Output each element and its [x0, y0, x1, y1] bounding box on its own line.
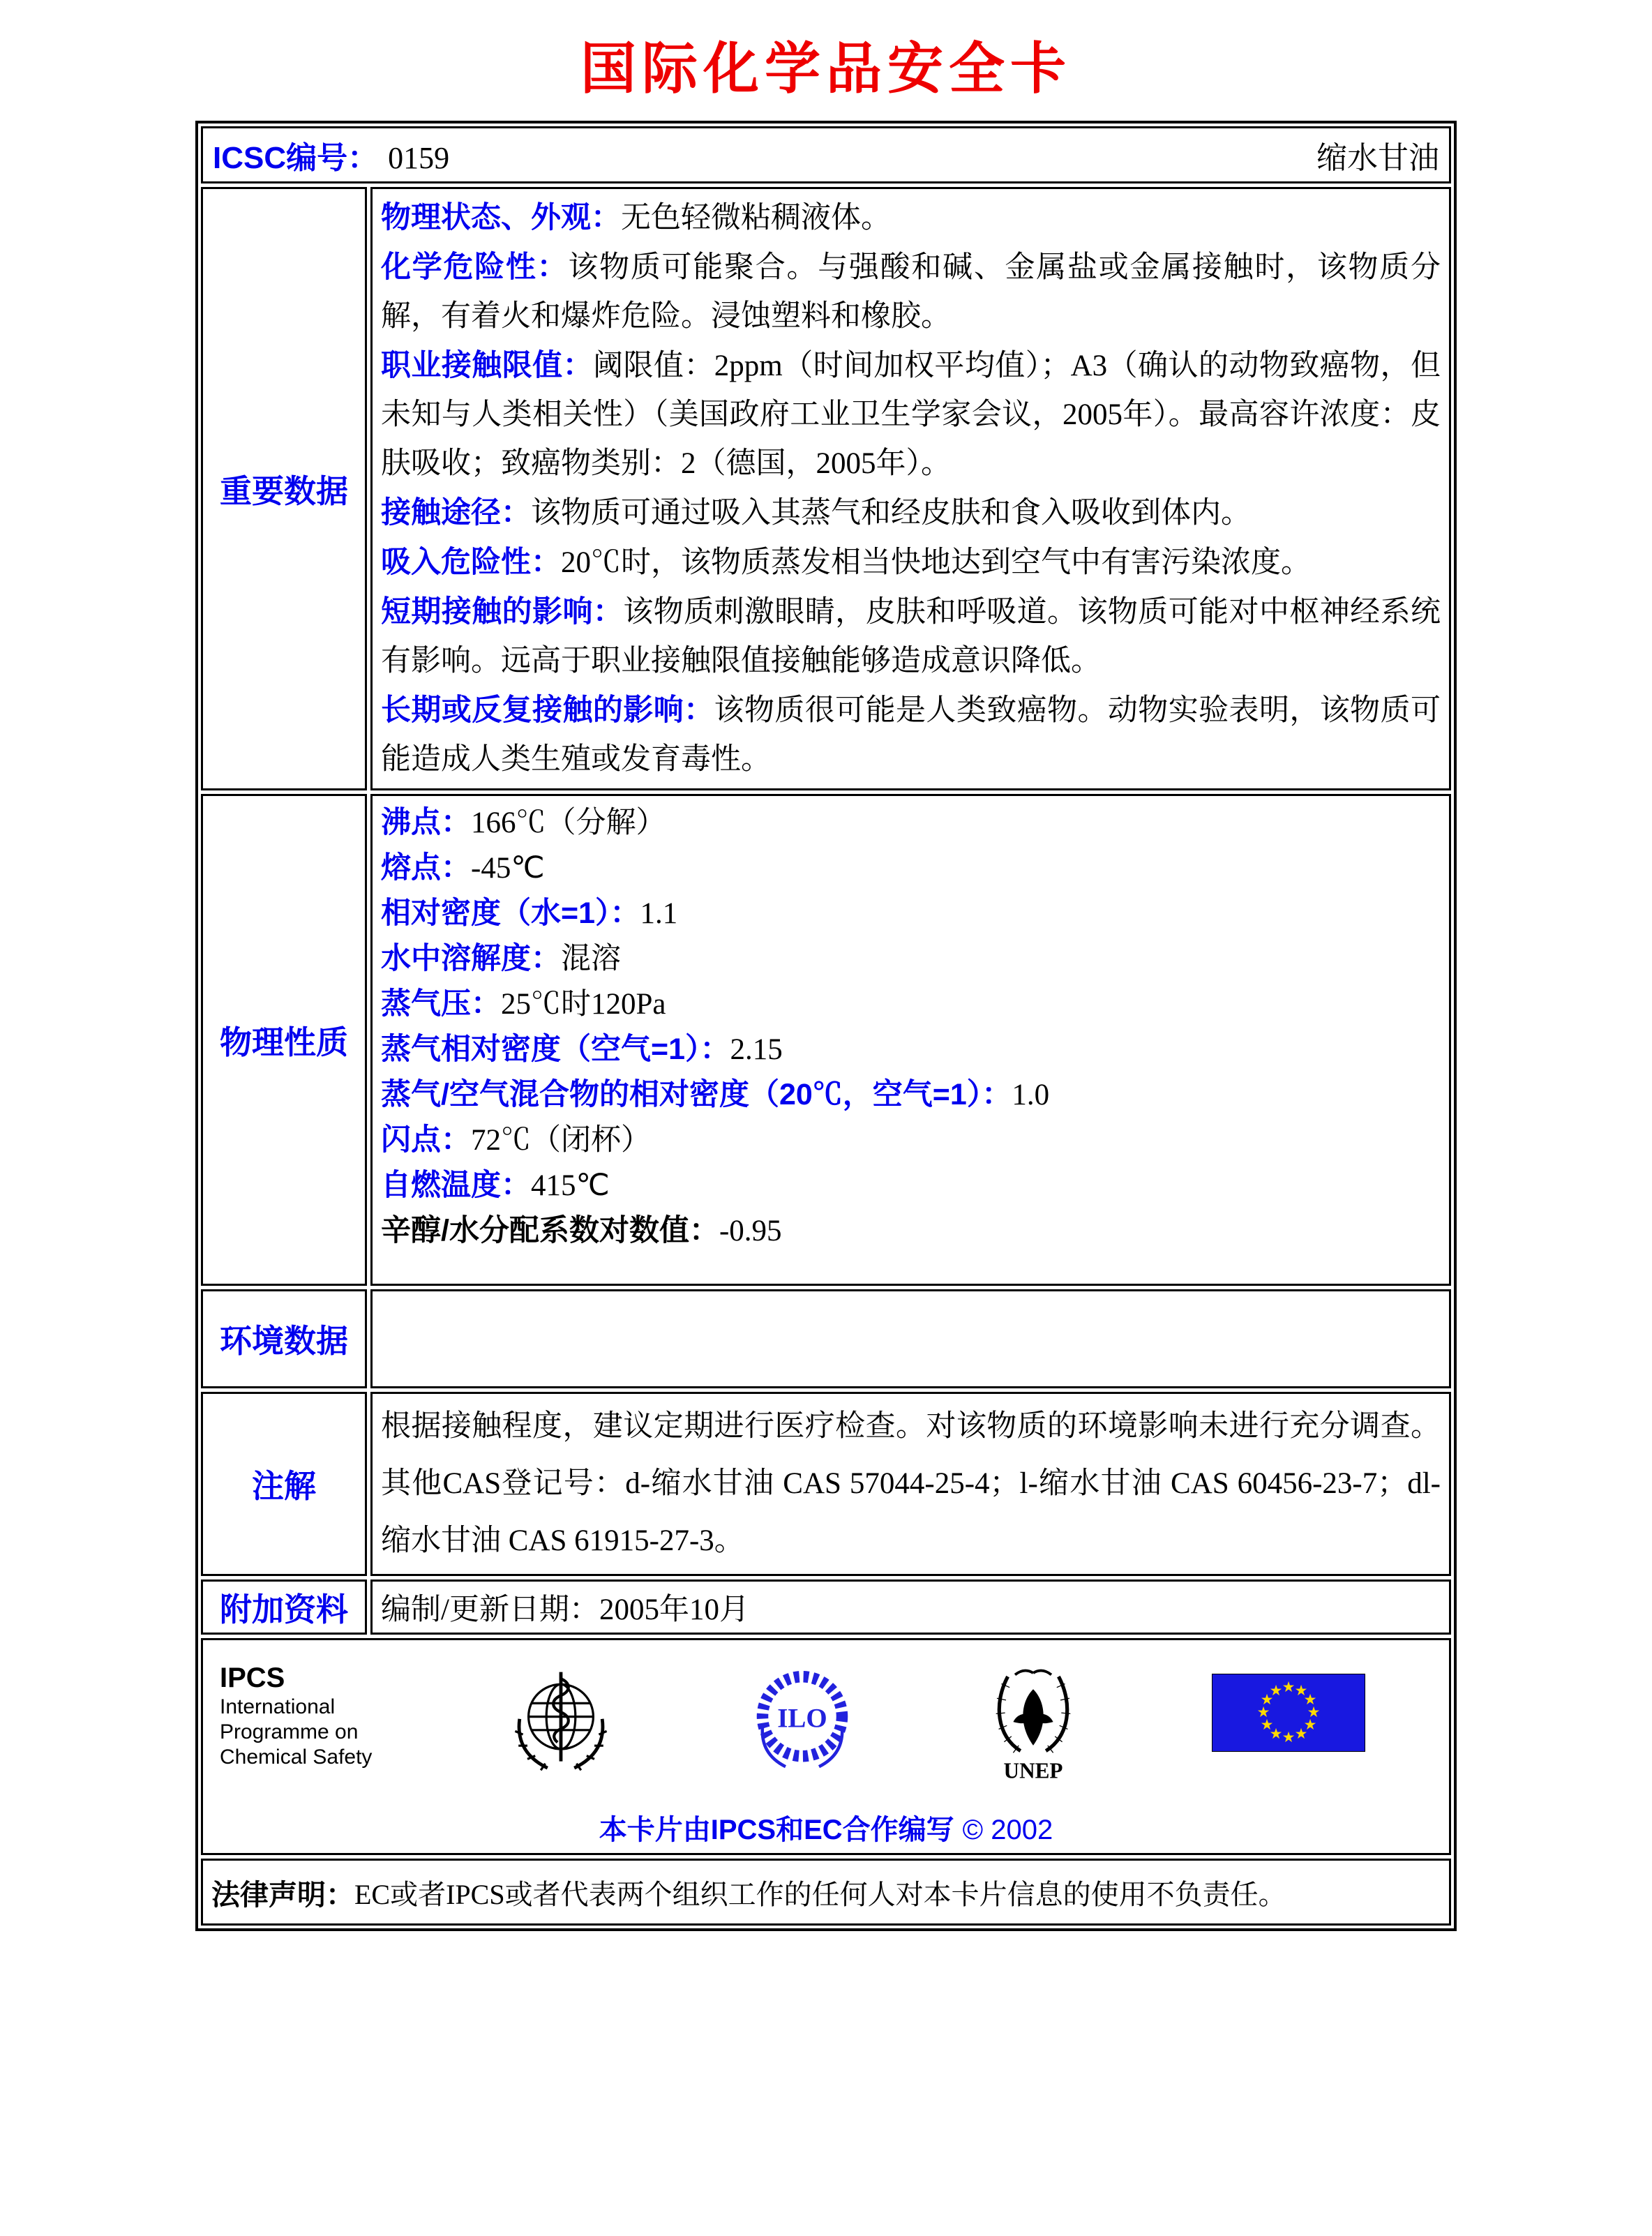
item-label: 自燃温度：: [381, 1169, 531, 1202]
item-text: 1.1: [640, 897, 678, 930]
notes-text: 根据接触程度，建议定期进行医疗检查。对该物质的环境影响未进行充分调查。其他CAS登记号：d-缩水甘油 CAS 57044-25-4；l-缩水甘油 CAS 60456-23-7；dl-缩水甘油 CAS 61915-27-3。: [381, 1410, 1441, 1557]
important-data-item: [381, 538, 1441, 587]
unep-logo-text: UNEP: [1003, 1758, 1063, 1783]
header-row: [201, 126, 1451, 183]
item-label: 蒸气相对密度（空气=1）：: [381, 1033, 730, 1066]
important-data-content: [370, 187, 1451, 790]
item-label: 吸入危险性：: [381, 546, 561, 579]
notes-content: [370, 1392, 1451, 1576]
important-data-item: [381, 243, 1441, 341]
physical-property-item: [381, 1118, 1441, 1163]
physical-property-item: [381, 936, 1441, 982]
item-label: 熔点：: [381, 851, 471, 885]
physical-property-item: [381, 1072, 1441, 1118]
item-text: 25℃时120Pa: [501, 988, 666, 1021]
item-label: 职业接触限值：: [381, 349, 594, 382]
item-text: 混溶: [561, 943, 621, 975]
item-text: 该物质可通过吸入其蒸气和经皮肤和食入吸收到体内。: [531, 497, 1251, 530]
item-label: 沸点：: [381, 806, 471, 839]
item-text: 该物质刺激眼睛，皮肤和呼吸道。该物质可能对中枢神经系统有影响。远高于职业接触限值接触能够造成意识降低。: [381, 596, 1441, 677]
ilo-logo-icon: [750, 1665, 855, 1777]
physical-property-item: [381, 1027, 1441, 1072]
svg-text:★: ★: [1303, 1691, 1317, 1708]
svg-text:★: ★: [1282, 1679, 1296, 1695]
item-label: 蒸气压：: [381, 987, 501, 1021]
svg-text:★: ★: [1269, 1725, 1283, 1742]
item-text: 2.15: [730, 1033, 783, 1066]
logo-strip: [203, 1647, 1449, 1784]
item-label: 蒸气/空气混合物的相对密度（20℃，空气=1）：: [381, 1078, 1012, 1111]
item-label: 闪点：: [381, 1123, 471, 1157]
copyright-text: © 2002: [962, 1815, 1053, 1845]
icsc-card: [195, 121, 1457, 1931]
important-data-item: [381, 686, 1441, 784]
item-text: 阈限值：2ppm（时间加权平均值）；A3（确认的动物致癌物，但未知与人类相关性）（美国政府工业卫生学家会议，2005年）。最高容许浓度：皮肤吸收；致癌物类别：2（德国，2005年）。: [381, 350, 1441, 480]
legal-label: 法律声明：: [211, 1878, 354, 1911]
header-cell: [201, 126, 1451, 183]
item-label: 长期或反复接触的影响：: [381, 693, 714, 727]
ilo-logo-text: ILO: [777, 1703, 827, 1734]
physical-property-item: [381, 1208, 1441, 1254]
caption-text: 本卡片由IPCS和EC合作编写: [599, 1815, 954, 1845]
item-label: 水中溶解度：: [381, 942, 561, 975]
svg-text:★: ★: [1260, 1691, 1274, 1708]
physical-property-item: [381, 982, 1441, 1027]
important-data-section-label: 重要数据: [201, 187, 367, 790]
item-text: 1.0: [1012, 1079, 1050, 1111]
environmental-data-content: [370, 1289, 1451, 1388]
page-title: 国际化学品安全卡: [580, 39, 1072, 100]
item-text: -45℃: [471, 852, 545, 885]
icsc-number-label: ICSC编号：: [213, 141, 379, 175]
notes-section-label: 注解: [201, 1392, 367, 1576]
unep-logo-block: [988, 1665, 1079, 1787]
item-label: 相对密度（水=1）：: [381, 896, 640, 930]
item-text: 该物质可能聚合。与强酸和碱、金属盐或金属接触时，该物质分解，有着火和爆炸危险。浸蚀塑料和橡胶。: [381, 251, 1441, 333]
svg-text:★: ★: [1307, 1704, 1321, 1720]
important-data-row: [201, 187, 1451, 790]
logos-row: [201, 1638, 1451, 1855]
physical-properties-row: [201, 794, 1451, 1286]
svg-text:★: ★: [1269, 1682, 1283, 1699]
who-logo-icon: [505, 1665, 617, 1783]
physical-properties-section-label: 物理性质: [201, 794, 367, 1286]
item-text: 415℃: [531, 1169, 610, 1202]
item-label: 辛醇/水分配系数对数值：: [381, 1214, 719, 1247]
item-label: 接触途径：: [381, 496, 531, 530]
physical-property-item: [381, 846, 1441, 891]
ipcs-acronym: IPCS: [220, 1663, 285, 1693]
important-data-item: [381, 587, 1441, 686]
logos-cell: [201, 1638, 1451, 1855]
item-text: 166℃（分解）: [471, 806, 666, 839]
item-text: -0.95: [719, 1215, 782, 1247]
eu-flag-icon: [1212, 1674, 1365, 1752]
additional-info-section-label: 附加资料: [201, 1580, 367, 1635]
physical-property-item: [381, 1163, 1441, 1208]
item-text: 72℃（闭杯）: [471, 1124, 651, 1157]
item-text: 该物质很可能是人类致癌物。动物实验表明，该物质可能造成人类生殖或发育毒性。: [381, 694, 1441, 776]
physical-property-item: [381, 800, 1441, 846]
footer-caption: [203, 1808, 1449, 1847]
additional-info-content: 编制/更新日期：2005年10月: [370, 1580, 1451, 1635]
svg-text:★: ★: [1303, 1716, 1317, 1733]
ipcs-text-block: [220, 1665, 372, 1770]
ipcs-line: Chemical Safety: [220, 1746, 373, 1769]
svg-text:★: ★: [1260, 1716, 1274, 1733]
svg-text:★: ★: [1256, 1704, 1270, 1720]
item-text: 20℃时，该物质蒸发相当快地达到空气中有害污染浓度。: [561, 546, 1311, 579]
physical-property-item: [381, 891, 1441, 936]
icsc-number-group: [213, 133, 449, 177]
environmental-data-section-label: 环境数据: [201, 1289, 367, 1388]
item-label: 化学危险性：: [381, 250, 569, 284]
item-label: 物理状态、外观：: [381, 201, 621, 234]
notes-row: [201, 1392, 1451, 1576]
svg-text:★: ★: [1282, 1729, 1296, 1746]
ipcs-line: Programme on: [220, 1720, 359, 1743]
icsc-number-value: 0159: [388, 141, 450, 175]
important-data-item: [381, 488, 1441, 538]
item-label: 短期接触的影响：: [381, 595, 624, 629]
important-data-item: [381, 341, 1441, 488]
important-data-item: [381, 193, 1441, 243]
svg-text:★: ★: [1294, 1682, 1308, 1699]
ipcs-line: International: [220, 1695, 336, 1718]
item-text: 无色轻微粘稠液体。: [621, 202, 891, 234]
legal-row: [201, 1859, 1451, 1926]
legal-text: EC或者IPCS或者代表两个组织工作的任何人对本卡片信息的使用不负责任。: [354, 1878, 1286, 1910]
physical-properties-content: [370, 794, 1451, 1286]
svg-text:★: ★: [1294, 1725, 1308, 1742]
additional-info-row: [201, 1580, 1451, 1635]
substance-name: 缩水甘油: [1316, 141, 1439, 175]
legal-cell: [201, 1859, 1451, 1926]
environmental-data-row: [201, 1289, 1451, 1388]
unep-logo-icon: [988, 1665, 1079, 1784]
